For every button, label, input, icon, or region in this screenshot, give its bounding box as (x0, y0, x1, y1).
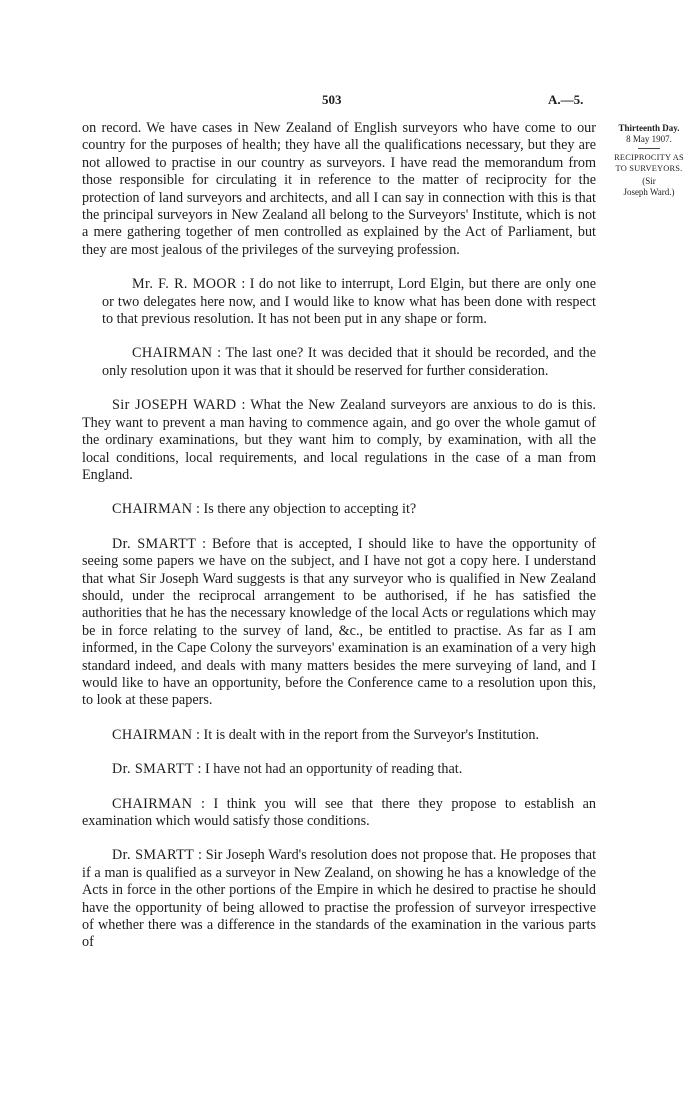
speaker-name: CHAIRMAN (112, 501, 193, 518)
margin-author-line2: Joseph Ward.) (623, 187, 675, 197)
speaker-name: CHAIRMAN (132, 345, 213, 362)
paragraph-9 (82, 847, 596, 951)
paragraph-text: : It is dealt with in the report from the Surveyor's Institution. (196, 726, 540, 743)
paragraph-0 (82, 120, 596, 259)
paragraph-text: : I have not had an opportunity of reading that. (197, 761, 463, 778)
margin-day: Thirteenth Day. (618, 123, 680, 133)
paragraph-4 (82, 501, 596, 518)
speaker-name: Mr. F. R. MOOR (132, 276, 237, 293)
speaker-name: Sir JOSEPH WARD (112, 397, 237, 414)
margin-note (604, 123, 694, 198)
speaker-name: CHAIRMAN (112, 795, 193, 812)
transcript-body (82, 120, 596, 952)
speaker-name: Dr. SMARTT (112, 847, 195, 864)
paragraph-6 (82, 727, 596, 744)
paragraph-text: : I think you will see that there they propose to establish an examination which would satisfy those conditions. (82, 795, 596, 829)
speaker-name: Dr. SMARTT (112, 535, 197, 552)
paragraph-8 (82, 796, 596, 831)
paragraph-1 (82, 276, 596, 328)
margin-divider (638, 148, 660, 149)
paragraph-text: : Before that is accepted, I should like to have the opportunity of seeing some papers we have on the subject, and I have not got a copy here. I understand that what Sir Joseph Ward suggests is that any surveyor who is qualified in New Zealand should, under the reciprocal arrangement to be authorised, if he has satisfied the authorities that he has the necessary knowledge of the local Acts or regulations which may be in force relating to the survey of land, &c., be entitled to practise. As far as I am informed, in the Cape Colony the surveyors' examination is an examination of a very high standard indeed, and deals with many matters besides the mere surveying of land, and I would like to have an opportunity, before the Conference came to a resolution upon this, to look at these papers. (82, 535, 597, 709)
paragraph-text: : What the New Zealand surveyors are anxious to do is this. They want to prevent a man having to commence again, and go over the whole gamut of the ordinary examinations, but they want him to comply, by examination, with all the local conditions, local requirements, and local regulations in the case of a man from England. (82, 397, 596, 483)
paragraph-text: : Is there any objection to accepting it? (196, 501, 417, 518)
margin-date: 8 May 1907. (626, 134, 672, 144)
document-reference: A.—5. (548, 92, 584, 107)
margin-author-line1: (Sir (642, 176, 656, 186)
paragraph-2 (82, 345, 596, 380)
paragraph-7 (82, 761, 596, 778)
paragraph-5 (82, 536, 596, 710)
margin-topic-line2: TO SURVEYORS. (615, 164, 683, 173)
paragraph-3 (82, 397, 596, 484)
paragraph-text: : I do not like to interrupt, Lord Elgin, but there are only one or two delegates here now, and I would like to know what has been done with respect to that previous resolution. It has not been put in any shape or form. (102, 276, 596, 328)
paragraph-text: on record. We have cases in New Zealand of English surveyors who have come to our country for the purposes of health; they have all the qualifications necessary, but they are not allowed to practise in our country as surveyors. I have read the memorandum from those responsible for circulating it in reference to the matter of reciprocity for the protection of land surveyors and architects, and all I can say in connection with this is that the principal surveyors in New Zealand all belong to the Surveyors' Institute, which is not a mere gathering together of men controlled as explained by the Act of Parliament, but they are most jealous of the privileges of the surveying profession. (82, 120, 596, 258)
paragraph-text: : Sir Joseph Ward's resolution does not propose that. He proposes that if a man is qualified as a surveyor in New Zealand, on showing he has a knowledge of the Acts in force in the other portions of the Empire in which he desired to practise he should have the opportunity of being allowed to practise the profession of surveyor irrespective of whether there was a difference in the standards of the examination in the various parts of (82, 847, 597, 951)
paragraph-text: : The last one? It was decided that it should be recorded, and the only resolution upon it was that it should be reserved for further consideration. (102, 345, 596, 379)
margin-topic-line1: RECIPROCITY AS (614, 153, 684, 162)
speaker-name: CHAIRMAN (112, 726, 193, 743)
speaker-name: Dr. SMARTT (112, 761, 194, 778)
page-number: 503 (322, 92, 342, 107)
